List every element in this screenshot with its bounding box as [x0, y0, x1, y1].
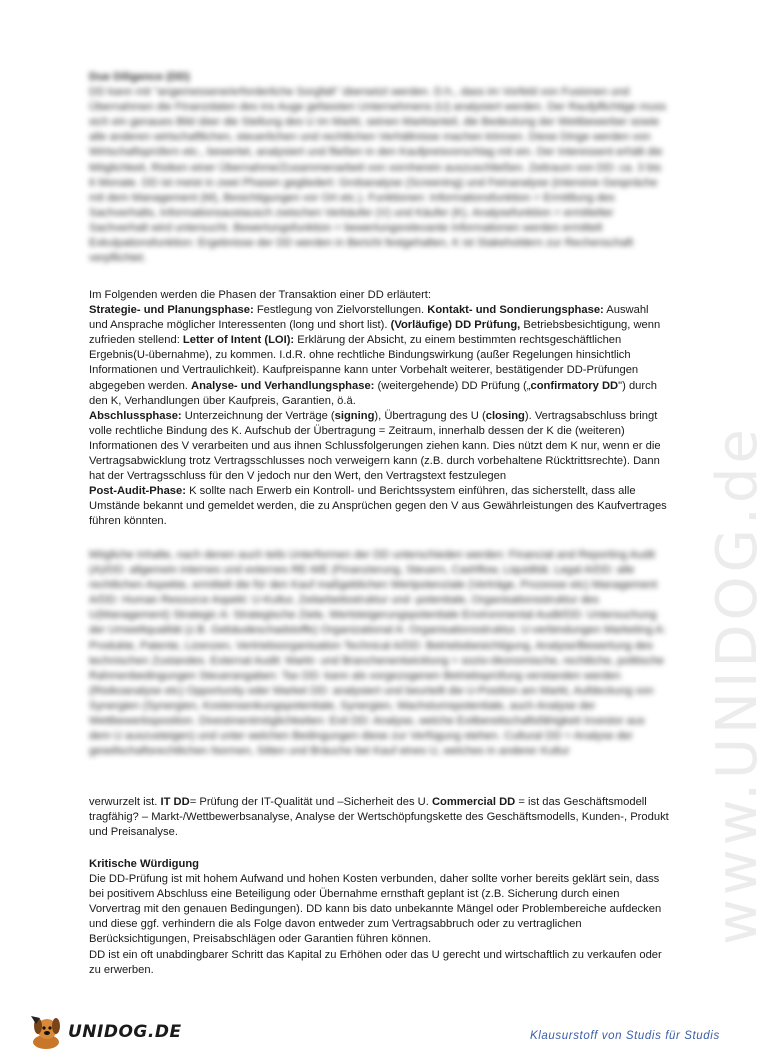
- dog-mascot-icon: [26, 1012, 66, 1052]
- phase-label-dd: (Vorläufige) DD Prüfung,: [390, 319, 521, 332]
- phase-label-analysis: Analyse- und Verhandlungsphase:: [191, 379, 375, 392]
- phase-text-strategy: Festlegung von Zielvorstellungen.: [253, 304, 428, 317]
- watermark: www.UNIDOG.de: [705, 425, 770, 945]
- phase-text-closing-2: ), Übertragung des U (: [374, 409, 486, 422]
- phase-label-closing: Abschlussphase:: [89, 409, 182, 422]
- phase-label-loi: Letter of Intent (LOI):: [182, 334, 295, 347]
- phases-intro: Im Folgenden werden die Phasen der Transaktion einer DD erläutert:: [89, 289, 432, 301]
- footer-tagline: Klausurstoff von Studis für Studis: [530, 1030, 720, 1042]
- phase-text-postaudit: K sollte nach Erwerb ein Kontroll- und Berichtssystem einführen, das sicherstellt, dass alle Umstände bekannt und gemeldet werden, die zu Ansprüchen gegen den V aus Gewährleistungen des Kaufvertrages führen könnten.: [89, 485, 667, 528]
- types-text-rooted: verwurzelt ist.: [89, 796, 161, 808]
- logo-text: UNIDOG.DE: [68, 1022, 182, 1042]
- types-blurred-body: Mögliche Inhalte, nach denen auch teils Unterformen der DD unterschieden werden: Financial and Reporting Audit (A)/DD: allgemein internes und externes RE-WE (Finanzierung, Steuern, Cashflow, Liquidität. Legal A/DD: alle rechtlichen Aspekte, ermittelt die für den Kauf maßgeblichen Wertpotenziale (Verträge, Prozesse etc) Management A/DD: Human Resource Aspekt: U-Kultur, Zeitarbeitsstruktur und -potentiale, Organisationsstruktur des U(Management) Strategic A: Strategische Ziele, Wertsteigerungspotentiale Environmental Audit/DD: Untersuchung der Umweltqualität (z.B. Gebäudeschadstoffe) Organizational A: Organisationsstruktur, U-verbindungen Marketing A: Produkte, Patente, Lizenzen, Vertriebsorganisation Technical A/DD: Betriebsbesichtigung, Analyse/Bewertung des technischen Zustandes. External Audit: Markt- und Branchenentwicklung = sozio-ökonomische, rechtliche, politische Rahmenbedingungen Steuerangaben: Tax DD: kann als vorgezogenen Betriebsprüfung verstanden werden (Risikoanalyse etc) Opportunity oder Market DD: analysiert und beurteilt die U-Position am Markt, Aufdeckung von Synergien (Synergien, Kostensenkungspotentiale, Synergien, Wachstumspotentiale, auch Analyse der Wettbewerbsposition. Divestmentmöglichkeiten: Exit DD: Analyse, welche Exitbereitschaftsfähigkeit Investor aus dem U auszusteigen) und unter welchen Bedingungen diese zur Verfügung stehen. Cultural DD = Analyse der gesellschaftsrechtlichen Normen, Sitten und Bräuche bei Kauf eines U, welches in anderer Kultur: [89, 549, 666, 758]
- phase-text-analysis-2: ") durch den K, Verhandlungen über Kaufpreis, Garantien, ö.ä.: [89, 379, 657, 407]
- intro-blurred-section: [89, 70, 669, 266]
- phases-paragraph: [89, 303, 669, 529]
- phase-bold-signing: signing: [334, 409, 375, 422]
- kritik-section: [89, 857, 669, 978]
- phase-label-postaudit: Post-Audit-Phase:: [89, 485, 186, 498]
- intro-title: Due Diligence (DD): [89, 71, 190, 83]
- phase-text-closing-3: ). Vertragsabschluss bringt volle rechtliche Bindung des K. Aufschub der Übertragung = Zeitraum, innerhalb dessen der K die (weiteren) Informationen des V verarbeiten und aus ihnen Schlussfolgerungen ziehen kann. Dies nützt dem K nur, wenn er die Vertragsabwicklung trotz Vertragsschlusses noch verweigern kann (z.B. durch vorbehaltene Rücktrittsrechte). Dann hat der Vertragsschluss für den V jedoch nur den Wert, den Vertragstext festzulegen: [89, 409, 661, 483]
- unidog-logo: [26, 1012, 182, 1052]
- phases-section: [89, 288, 669, 530]
- types-visible-section: [89, 795, 669, 840]
- phase-text-dd: Betriebsbesichtigung, wenn zufrieden stellend:: [89, 319, 661, 347]
- it-dd-label: IT DD: [160, 796, 190, 808]
- commercial-dd-label: Commercial DD: [431, 796, 516, 808]
- phase-text-loi: Erklärung der Absicht, zu einem bestimmten rechtsgeschäftlichen Ergebnis(U-übernahme), zu kommen. I.d.R. ohne rechtliche Bindungswirkung (außer Regelungen hinsichtlich Informationen und Vertraulichkeit). Kaufpreispanne kann unter Vorbehalt weiterer, bestätigender DD-Prüfungen abgegeben werden.: [89, 334, 639, 392]
- phase-text-analysis: (weitergehende) DD Prüfung („: [374, 379, 531, 392]
- phase-label-contact: Kontakt- und Sondierungsphase:: [427, 304, 604, 317]
- kritik-heading: Kritische Würdigung: [89, 858, 200, 870]
- kritik-body-1: Die DD-Prüfung ist mit hohem Aufwand und hohen Kosten verbunden, daher sollte vorher bereits geklärt sein, dass bei positivem Abschluss eine Beteiligung oder Übernahme ernsthaft geplant ist (z.B. Sicherung durch einen Vorvertrag mit den genauen Bedingungen). DD kann bis dato unbekannte Mängel oder Problembereiche aufdecken und diese ggf. verhindern die als Folge davon entweder zum Vertragsabbruch oder zu vertraglichen Berücksichtigungen, Preisabschlägen oder Garantien führen können.: [89, 873, 662, 946]
- it-dd-text: = Prüfung der IT-Qualität und –Sicherheit des U.: [189, 796, 432, 808]
- phase-text-closing: Unterzeichnung der Verträge (: [181, 409, 335, 422]
- phase-bold-closing: closing: [485, 409, 525, 422]
- commercial-dd-text: = ist das Geschäftsmodell tragfähig? – Markt-/Wettbewerbsanalyse, Analyse der Wertschöpfungskette des Geschäftsmodells, Kunden-, Produkt und Preisanalyse.: [89, 796, 669, 839]
- phase-bold-confirmatory: confirmatory DD: [530, 379, 619, 392]
- phase-text-contact: Auswahl und Ansprache möglicher Interessenten (long und short list).: [89, 304, 649, 332]
- types-visible-paragraph: [89, 795, 669, 840]
- intro-body: DD kann mit "angemessene/erforderliche Sorgfalt" übersetzt werden. D.h., dass im Vorfeld von Fusionen und Übernahmen die Finanzdaten des ins Auge gefassten Unternehmens (U) analysiert werden. Der Raufpflichtige muss sich ein genaues Bild über die Stellung des U im Markt, seinen Marktanteil, die Bedeutung der Wettbewerber sowie alle anderen wirtschaftlichen, steuerlichen und rechtlichen Verhältnisse machen können. Diese Dinge werden von Wirtschaftsprüfern etc., bewertet, analysiert und fließen in den Kaufpreisvorschlag mit ein. Der Interessent erhält die Möglichkeit, Risiken einer Übernahme/Zusammenarbeit von vornherein auszuschließen. Zeitraum von DD: ca. 3 bis 6 Monate. DD ist meist in zwei Phasen gegliedert: Grobanalyse (Screening) und Feinanalyse (intensive Gespräche mit dem Management (M), Besichtigungen vor Ort etc.). Funktionen: Informationsfunktion = Ermittlung des Sachverhalts, Informationsaustausch zwischen Verkäufer (V) und Käufer (K). Analysefunktion = ermittelter Sachverhalt wird untersucht. Bewertungsfunktion = bewertungsrelevante Informationen werden ermittelt Exkulpationsfunktion: Ergebnisse der DD werden in Bericht festgehalten, K ist Stakeholdern zur Rechenschaft verpflichtet.: [89, 86, 667, 265]
- phase-label-strategy: Strategie- und Planungsphase:: [89, 304, 254, 317]
- types-blurred-section: [89, 548, 669, 759]
- kritik-body-2: DD ist ein oft unabdingbarer Schritt das Kapital zu Erhöhen oder das U gerecht und wirtschaftlich zu verkaufen oder zu erwerben.: [89, 948, 662, 976]
